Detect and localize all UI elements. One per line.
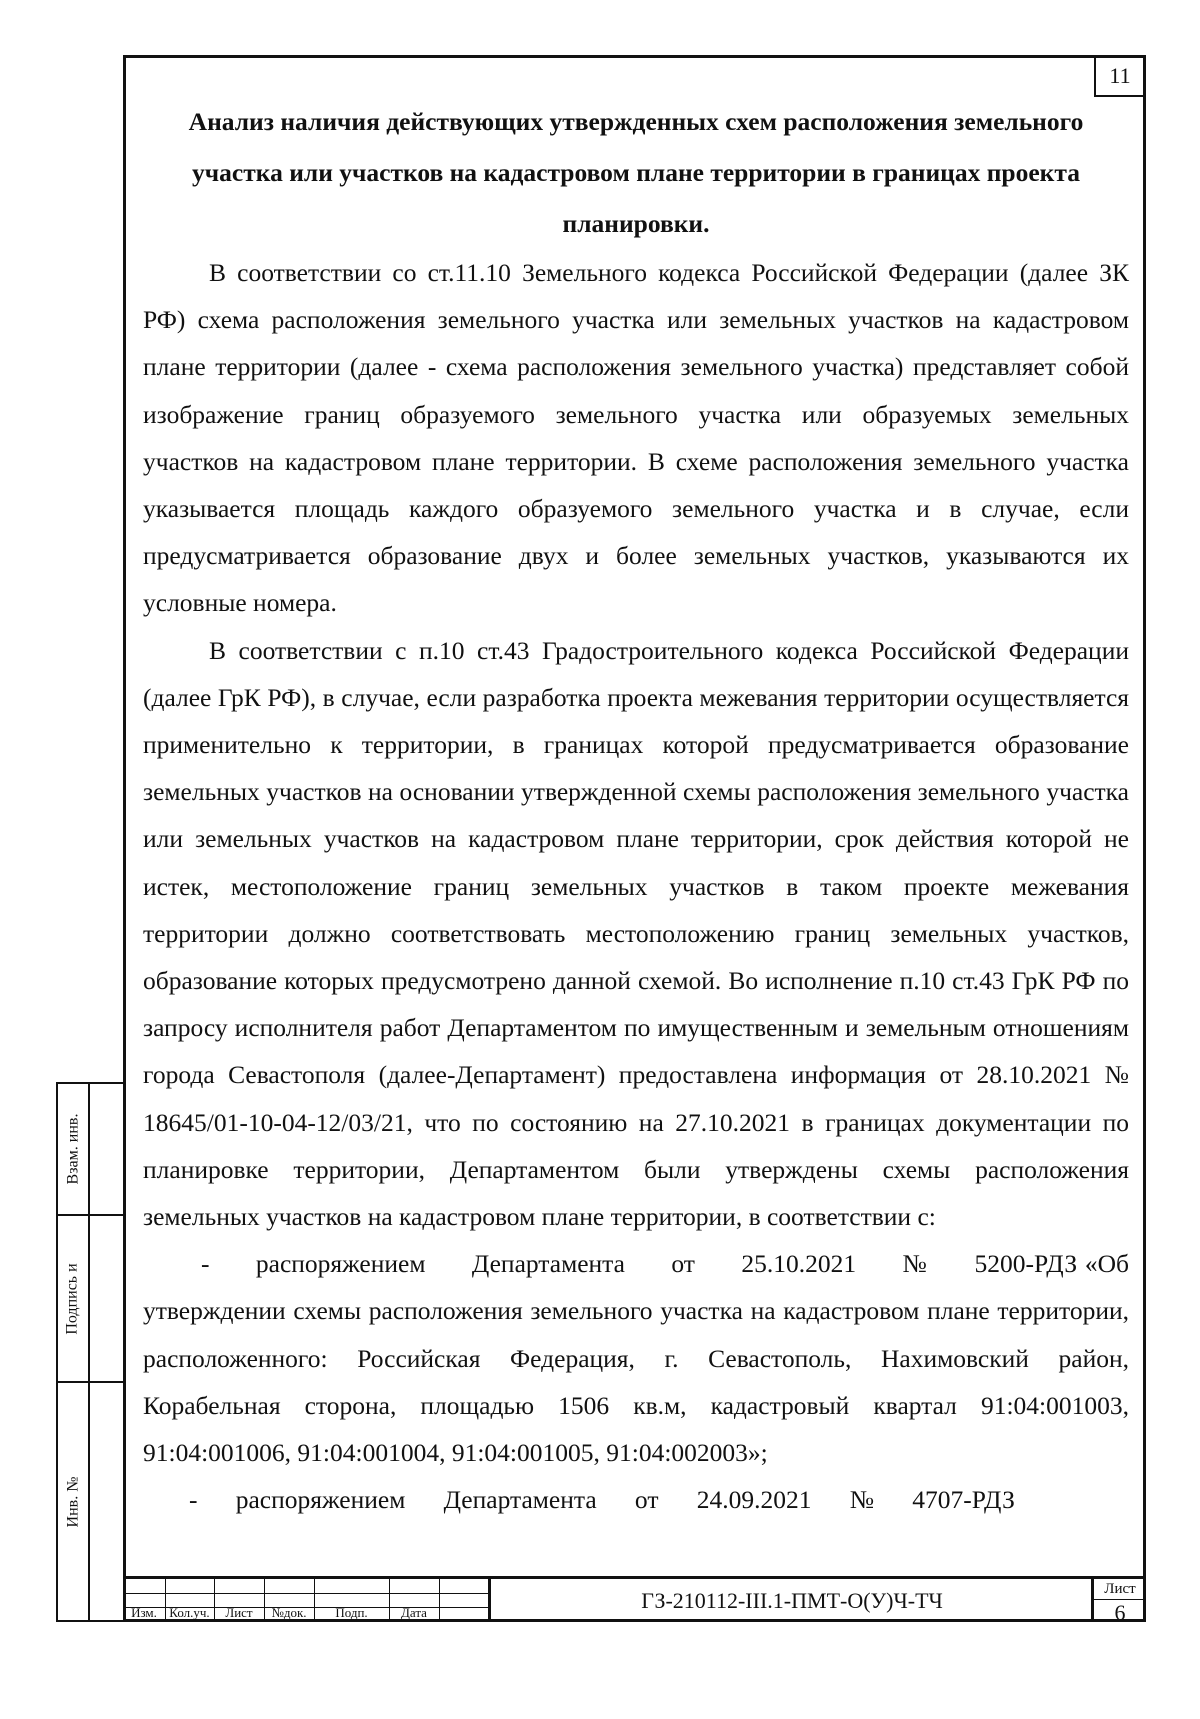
column-label: Кол.уч. — [169, 1605, 210, 1620]
column-label: Дата — [401, 1605, 427, 1620]
sheet-label: Лист — [1094, 1579, 1146, 1600]
side-stamp-inv-number — [56, 1381, 123, 1622]
list-item-1: - распоряжением Департамента от 25.10.2021 № 5200-РДЗ «Об утверждении схемы расположения земельного участка на кадастровом плане территории, расположенного: Российская Федерация, г. Севастополь, Нахимовский район, Корабельная сторона, площадью 1506 кв.м, кадастровый квартал 91:04:001003, 91:04:001006, 91:04:001004, 91:04:001005, 91:04:002003»; — [143, 1249, 1136, 1468]
side-stamp-label: Взам. инв. — [64, 1113, 81, 1185]
column-label: Подп. — [335, 1605, 368, 1620]
page-number: 11 — [1094, 55, 1146, 97]
document-body — [143, 96, 1136, 1523]
column-label: №док. — [271, 1605, 307, 1620]
section-heading: Анализ наличия действующих утвержденных схем расположения земельного участка или участков на кадастровом плане территории в границах проекта планировки. — [188, 107, 1084, 238]
column-label: Лист — [225, 1605, 253, 1620]
side-stamp-signature — [56, 1214, 123, 1381]
sheet-box — [1091, 1579, 1146, 1625]
list-item-2: - распоряжением Департамента от 24.09.2021 № 4707-РДЗ — [189, 1485, 1015, 1515]
side-stamp-label: Подпись и — [64, 1262, 82, 1335]
title-block — [123, 1576, 1146, 1625]
side-stamp-label: Инв. № — [64, 1476, 81, 1527]
document-code: ГЗ-210112-III.1-ПМТ-О(У)Ч-ТЧ — [641, 1587, 943, 1613]
paragraph-1: В соответствии со ст.11.10 Земельного кодекса Российской Федерации (далее ЗК РФ) схема расположения земельного участка или земельных участков на кадастровом плане территории (далее - схема расположения земельного участка) представляет собой изображение границ образуемого земельного участка или образуемых земельных участков на кадастровом плане территории. В схеме расположения земельного участка указывается площадь каждого образуемого земельного участка и в случае, если предусматривается образование двух и более земельных участков, указываются их условные номера. — [143, 258, 1129, 618]
paragraph-2: В соответствии с п.10 ст.43 Градостроительного кодекса Российской Федерации (далее ГрК РФ), в случае, если разработка проекта межевания территории осуществляется применительно к территории, в границах которой предусматривается образование земельных участков на основании утвержденной схемы расположения земельного участка или земельных участков на кадастровом плане территории, срок действия которой не истек, местоположение границ земельных участков в таком проекте межевания территории должно соответствовать местоположению границ земельных участков, образование которых предусмотрено данной схемой. Во исполнение п.10 ст.43 ГрК РФ по запросу исполнителя работ Департаментом по имущественным и земельным отношениям города Севастополя (далее-Департамент) предоставлена информация от 28.10.2021 № 18645/01-10-04-12/03/21, что по состоянию на 27.10.2021 в границах документации по планировке территории, Департаментом были утверждены схемы расположения земельных участков на кадастровом плане территории, в соответствии с: — [143, 635, 1129, 1232]
sheet-number: 6 — [1114, 1600, 1126, 1625]
side-stamp-replace-inv — [56, 1082, 123, 1214]
column-label: Изм. — [131, 1605, 157, 1620]
revision-table — [123, 1579, 488, 1622]
